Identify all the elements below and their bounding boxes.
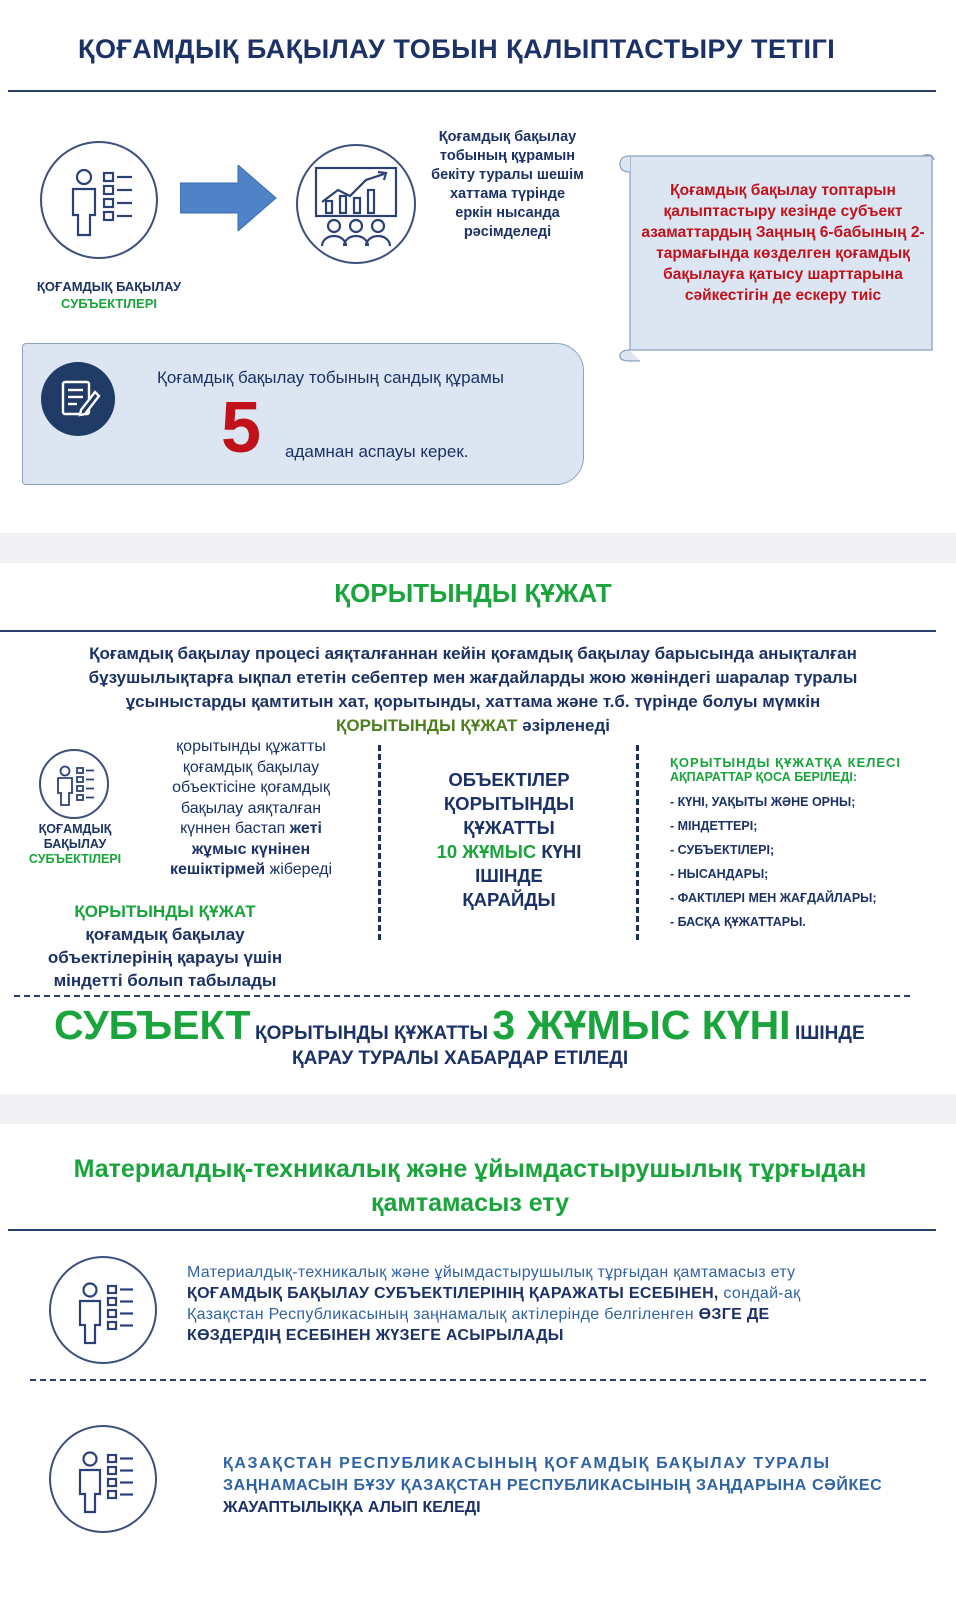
send-line7b: жібереді [269,861,333,878]
person-checklist-icon [40,141,158,259]
send-line7a: кешіктірмей [169,861,266,878]
send-line5b: жеті [289,820,322,837]
section3-dashed-rule [30,1379,926,1381]
column-divider-2 [636,745,639,940]
attach-item: - НЫСАНДАРЫ; [670,867,769,881]
send-text [140,737,362,881]
attach-title-line1: ҚОРЫТЫНДЫ ҚҰЖАТҚА КЕЛЕСІ [670,755,902,770]
p2-line3: ЖАУАПТЫЛЫҚҚА АЛЫП КЕЛЕДІ [223,1499,481,1516]
section3-title-line2: қамтамасыз ету [370,1189,570,1217]
column-divider-1 [378,745,381,940]
section3-title-rule [8,1229,936,1231]
mandatory-line1: қоғамдық бақылау [85,925,245,944]
objects-line6: ҚАРАЙДЫ [462,889,556,910]
attach-title-line2: АҚПАРАТТАР ҚОСА БЕРІЛЕДІ: [670,770,857,784]
p2-line1: ҚАЗАҚСТАН РЕСПУБЛИКАСЫНЫҢ ҚОҒАМДЫҚ БАҚЫЛАУ ТУРАЛЫ [223,1455,831,1472]
arrow-right-icon [180,165,278,236]
notify-big1: СУБЪЕКТ [54,1002,251,1048]
send-line5a: күннен бастап [180,820,286,837]
intro-line4 [0,714,946,738]
section2-title: ҚОРЫТЫНДЫ ҚҰЖАТ [334,578,612,608]
send-line3: объектісіне қоғамдық [172,779,330,796]
p1-line1: Материалдық-техникалық және ұйымдастырушылық тұрғыдан қамтамасыз ету [187,1264,796,1281]
composition-title: Қоғамдық бақылау тобының сандық құрамы [157,368,504,387]
attach-item: - КҮНІ, УАҚЫТЫ ЖӘНЕ ОРНЫ; [670,795,856,809]
section1-title-rule [8,90,936,92]
subjects-label-line2: СУБЪЕКТІЛЕРІ [60,296,157,311]
section2-intro [0,642,946,738]
notify-line2: ҚАРАУ ТУРАЛЫ ХАБАРДАР ЕТІЛЕДІ [292,1048,629,1069]
objects-text [396,768,622,912]
section-separator-1 [0,533,956,563]
p1-line2b: сондай-ақ [723,1285,801,1302]
section2-title-rule [0,630,936,632]
objects-line4 [396,840,622,864]
document-edit-icon [41,362,115,436]
objects-line4b: КҮНІ [541,841,582,862]
subjects2-line2: БАҚЫЛАУ [43,837,107,851]
mandatory-text [20,900,310,992]
p1-line2a: ҚОҒАМДЫҚ БАҚЫЛАУ СУБЪЕКТІЛЕРІНІҢ ҚАРАЖАТЫ ЕСЕБІНЕН, [187,1285,719,1302]
send-line1: қорытынды құжатты [176,738,326,755]
notify-small2: ІШІНДЕ [795,1023,865,1044]
intro-end: әзірленеді [522,716,610,735]
p1-line3 [187,1304,932,1325]
mandatory-title: ҚОРЫТЫНДЫ ҚҰЖАТ [74,902,256,921]
mandatory-line2: объектілерінің қарауы үшін [47,948,283,967]
attach-list [670,790,950,934]
section3-title-line1: Материалдық-техникалық және ұйымдастырушылық тұрғыдан [73,1155,867,1183]
attachments-block [670,755,950,934]
send-line5 [140,819,362,840]
send-line4: бақылау аяқталған [180,799,322,817]
p1-line3a: Қазақстан Республикасының заңнамалық актілерінде белгіленген [187,1306,694,1323]
objects-line2: ҚОРЫТЫНДЫ [443,793,575,814]
composition-number: 5 [221,388,262,468]
attach-item: - СУБЪЕКТІЛЕРІ; [670,843,775,857]
scroll-banner [616,150,936,362]
person-checklist-icon-small [39,749,109,819]
section3-paragraph1 [187,1262,932,1346]
section1-title: ҚОҒАМДЫҚ БАҚЫЛАУ ТОБЫН ҚАЛЫПТАСТЫРУ ТЕТІГІ [78,34,836,64]
p1-line2 [187,1283,932,1304]
p2-line2: ЗАҢНАМАСЫН БҰЗУ ҚАЗАҚСТАН РЕСПУБЛИКАСЫНЫҢ ЗАҢДАРЫНА СӘЙКЕС [223,1477,883,1494]
objects-line5: ІШІНДЕ [475,865,543,886]
p1-line4: КӨЗДЕРДІҢ ЕСЕБІНЕН ЖҮЗЕГЕ АСЫРЫЛАДЫ [187,1327,564,1344]
send-line6-text: жұмыс күнінен [191,840,311,858]
subjects-label-line1: ҚОҒАМДЫҚ БАҚЫЛАУ [36,279,182,294]
objects-line3: ҚҰЖАТТЫ [463,817,555,838]
scroll-text: Қоғамдық бақылау топтарын қалыптастыру кезінде субъект азаматтардың Заңның 6-бабының 2-тармағында көзделген қоғамдық бақылауға қатысу шарттарына сәйкестігін де ескеру тиіс [641,182,925,304]
notify-small1: ҚОРЫТЫНДЫ ҚҰЖАТТЫ [255,1023,488,1044]
intro-highlight: ҚОРЫТЫНДЫ ҚҰЖАТ [336,716,518,735]
composition-box [22,343,584,485]
section-separator-2 [0,1094,956,1124]
intro-line1: Қоғамдық бақылау процесі аяқталғаннан кейін қоғамдық бақылау барысында анықталған [89,644,857,663]
section3-title [0,1152,940,1220]
p1-line3b: ӨЗГЕ ДЕ [698,1306,770,1323]
section3-paragraph2 [223,1453,943,1519]
subjects-label-2 [20,822,130,867]
subjects2-line3: СУБЪЕКТІЛЕРІ [28,852,122,866]
send-line7 [140,860,362,881]
attach-item: - БАСҚА ҚҰЖАТТАРЫ. [670,915,806,929]
send-line6 [140,840,362,861]
notify-line1 [54,1002,934,1049]
person-checklist-icon-3 [49,1256,157,1364]
intro-line3: ұсыныстарды қамтитын хат, қорытынды, хаттама және т.б. түрінде болуы мүмкін [125,692,821,711]
notify-big2: 3 ЖҰМЫС КҮНІ [492,1002,791,1048]
objects-line4a: 10 ЖҰМЫС [436,841,537,862]
composition-suffix: адамнан аспауы керек. [285,442,469,461]
meeting-chart-icon [296,144,416,264]
mandatory-line3: міндетті болып табылады [53,971,277,990]
send-line2: қоғамдық бақылау [182,758,320,776]
person-checklist-icon-4 [49,1425,157,1533]
subjects2-line1: ҚОҒАМДЫҚ [38,822,112,836]
attach-item: - ФАКТІЛЕРІ МЕН ЖАҒДАЙЛАРЫ; [670,891,877,905]
subjects-label [20,278,198,312]
attach-item: - МІНДЕТТЕРІ; [670,819,758,833]
intro-line2: бұзушылықтарға ықпал ететін себептер мен жағдайларды жою жөніндегі шаралар туралы [88,668,858,687]
objects-line1: ОБЪЕКТІЛЕР [448,769,570,790]
decision-text: Қоғамдық бақылау тобының құрамын бекіту туралы шешім хаттама түрінде еркін нысанда рәсімделеді [431,129,584,240]
notify-dashed-rule [14,995,910,997]
